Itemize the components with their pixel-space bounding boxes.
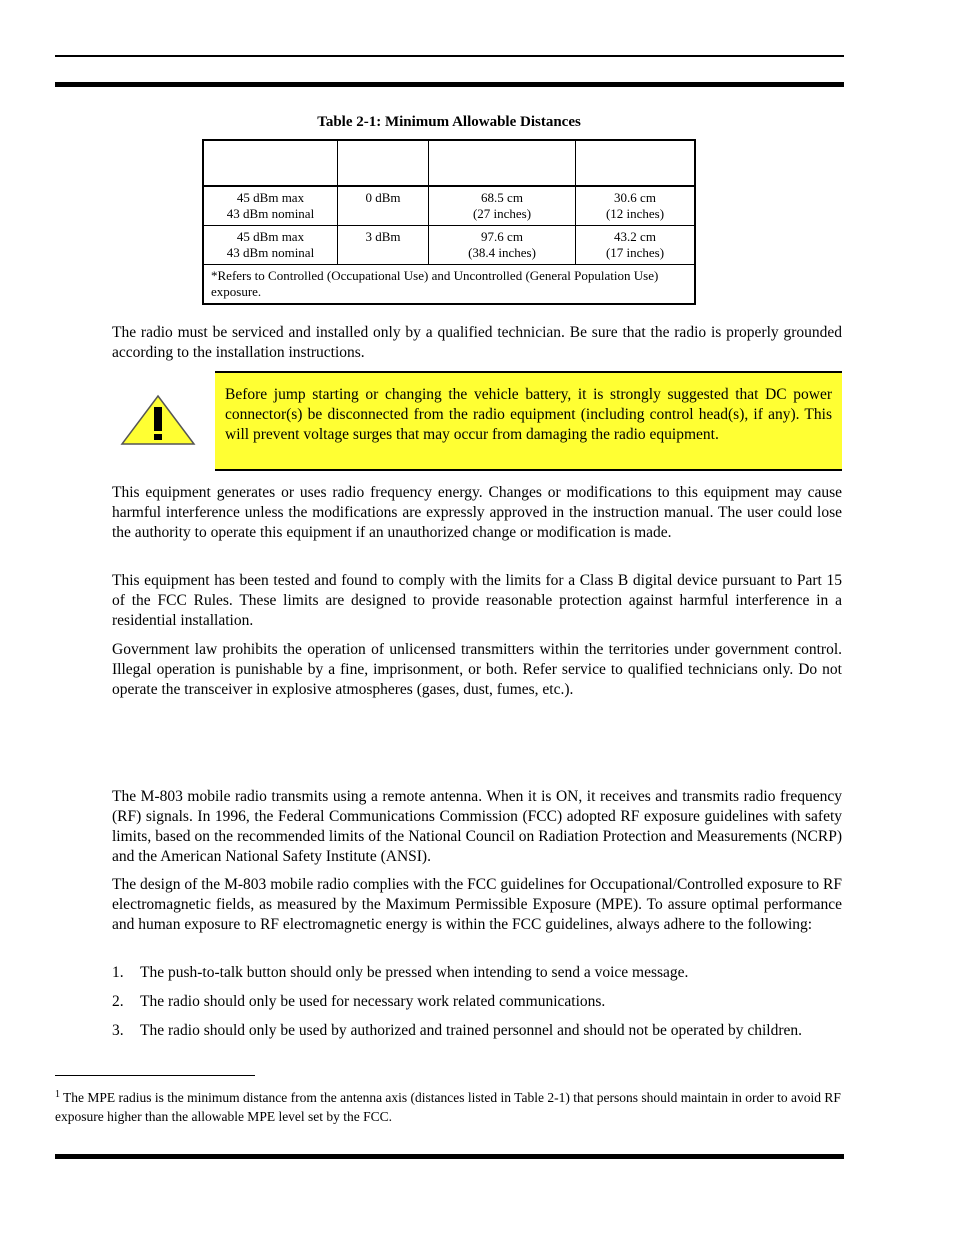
header-cell [338, 140, 429, 186]
warning-text: Before jump starting or changing the vehicle battery, it is strongly suggested that DC power connector(s) be disconnected from the radio equipment (including control head(s), if any). This will prevent voltage surges that may occur from damaging the radio equipment. [225, 386, 832, 443]
header-cell [429, 140, 576, 186]
list-text: The push-to-talk button should only be pressed when intending to send a voice message. [140, 964, 689, 981]
table-cell: 30.6 cm (12 inches) [576, 186, 696, 226]
footnote-separator [55, 1075, 255, 1076]
warning-box [215, 371, 842, 471]
footnote-text: The MPE radius is the minimum distance from the antenna axis (distances listed in Table 2-1) that persons should maintain in order to avoid RF exposure higher than the allowable MPE level set by the FCC. [55, 1090, 841, 1124]
table-cell: 97.6 cm (38.4 inches) [429, 226, 576, 265]
list-number: 1. [112, 964, 124, 981]
table-row [203, 186, 695, 226]
list-item [112, 1021, 842, 1041]
list-item [112, 963, 842, 983]
paragraph-rf-exposure: The M-803 mobile radio transmits using a remote antenna. When it is ON, it receives and transmits radio frequency (RF) signals. In 1996, the Federal Communications Commission (FCC) adopted RF exposure guidelines with safety limits, based on the recommended limits of the National Council on Radiation Protection and Measurements (NCRP) and the American National Safety Institute (ANSI). [112, 788, 842, 865]
paragraph-mpe: The design of the M-803 mobile radio complies with the FCC guidelines for Occupational/Controlled exposure to RF electromagnetic fields, as measured by the Maximum Permissible Exposure (MPE). To assure optimal performance and human exposure to RF electromagnetic energy is within the FCC guidelines, always adhere to the following: [112, 876, 842, 933]
distance-table [202, 139, 696, 305]
header-cell [203, 140, 338, 186]
footnote-marker: 1 [55, 1089, 60, 1100]
table-cell: 68.5 cm (27 inches) [429, 186, 576, 226]
table-caption: Table 2-1: Minimum Allowable Distances [317, 114, 581, 130]
paragraph-service: The radio must be serviced and installed only by a qualified technician. Be sure that the radio is properly grounded according to the installation instructions. [112, 324, 842, 361]
list-number: 3. [112, 1022, 124, 1039]
header-rule-thick [55, 82, 844, 87]
footer-rule-thick [55, 1154, 844, 1159]
table-cell: 43.2 cm (17 inches) [576, 226, 696, 265]
paragraph-government-law: Government law prohibits the operation of unlicensed transmitters within the territories under government control. Illegal operation is punishable by a fine, imprisonment, or both. Refer service to qualified technicians only. Do not operate the transceiver in explosive atmospheres (gases, dust, fumes, etc.). [112, 641, 842, 698]
paragraph-rf-energy: This equipment generates or uses radio frequency energy. Changes or modifications to this equipment may cause harmful interference unless the modifications are expressly approved in the instruction manual. The user could lose the authority to operate this equipment if an unauthorized change or modification is made. [112, 484, 842, 541]
list-number: 2. [112, 993, 124, 1010]
table-note-row [203, 265, 695, 305]
warning-triangle-icon [120, 394, 196, 446]
header-rule-thin [55, 55, 844, 57]
table-cell: 0 dBm [338, 186, 429, 226]
table-cell: 3 dBm [338, 226, 429, 265]
footnote [55, 1085, 845, 1126]
header-cell [576, 140, 696, 186]
table-cell: 45 dBm max 43 dBm nominal [203, 186, 338, 226]
paragraph-class-b: This equipment has been tested and found to comply with the limits for a Class B digital device pursuant to Part 15 of the FCC Rules. These limits are designed to provide reasonable protection against harmful interference in a residential installation. [112, 572, 842, 629]
table-note: *Refers to Controlled (Occupational Use) and Uncontrolled (General Population Use) exposure. [203, 265, 695, 305]
list-text: The radio should only be used for necessary work related communications. [140, 993, 606, 1010]
list-text: The radio should only be used by authorized and trained personnel and should not be operated by children. [140, 1022, 803, 1039]
table-cell: 45 dBm max 43 dBm nominal [203, 226, 338, 265]
table-header-row [203, 140, 695, 186]
list-item [112, 992, 842, 1012]
table-row [203, 226, 695, 265]
